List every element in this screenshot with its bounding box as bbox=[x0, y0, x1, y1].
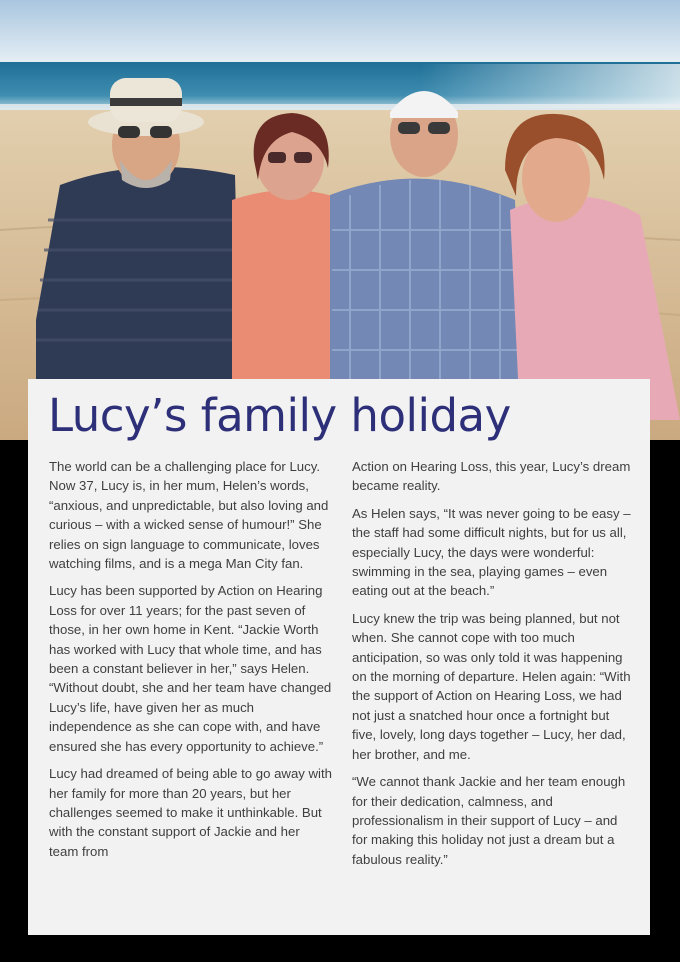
paragraph: Lucy had dreamed of being able to go away with her family for more than 20 years, but her challenges seemed to make it unthinkable. But with the constant support of Jackie and her team from bbox=[49, 766, 332, 859]
paragraph: Lucy has been supported by Action on Hearing Loss for over 11 years; for the past seven of those, in her own home in Kent. “Jackie Worth has worked with Lucy that whole time, and has been a constant believer in her,” says Helen. “Without doubt, she and her team have changed Lucy’s life, have given her as much independence as she can cope with, and have ensured she has every opportunity to achieve.” bbox=[49, 583, 332, 754]
paragraph: Action on Hearing Loss, this year, Lucy’s dream became reality. bbox=[352, 459, 631, 494]
article-body bbox=[49, 457, 635, 877]
family-beach-photo bbox=[0, 0, 680, 440]
paragraph: Lucy knew the trip was being planned, but not when. She cannot cope with too much anticipation, so was only told it was happening on the morning of departure. Helen again: “With the support of Action on Hearing Loss, we had not just a snatched hour once a fortnight but five, lovely, long days together – Lucy, her dad, her brother, and me. bbox=[352, 610, 631, 762]
paragraph: “We cannot thank Jackie and her team enough for their dedication, calmness, and professionalism in their support of Lucy – and for making this holiday not just a dream but a fabulous reality.” bbox=[352, 774, 626, 867]
article-title: Lucy’s family holiday bbox=[48, 389, 511, 442]
paragraph: As Helen says, “It was never going to be easy – the staff had some difficult nights, but for us all, especially Lucy, the days were wonderful: swimming in the sea, playing games – even eating out at the beach.” bbox=[352, 505, 631, 599]
article-panel bbox=[28, 379, 650, 935]
article-column-right bbox=[352, 457, 635, 877]
article-column-left bbox=[49, 457, 332, 877]
paragraph: The world can be a challenging place for Lucy. Now 37, Lucy is, in her mum, Helen’s words, “anxious, and unpredictable, but also loving and curious – with a wicked sense of humour!” She relies on sign language to communicate, loves watching films, and is a mega Man City fan. bbox=[49, 459, 329, 572]
